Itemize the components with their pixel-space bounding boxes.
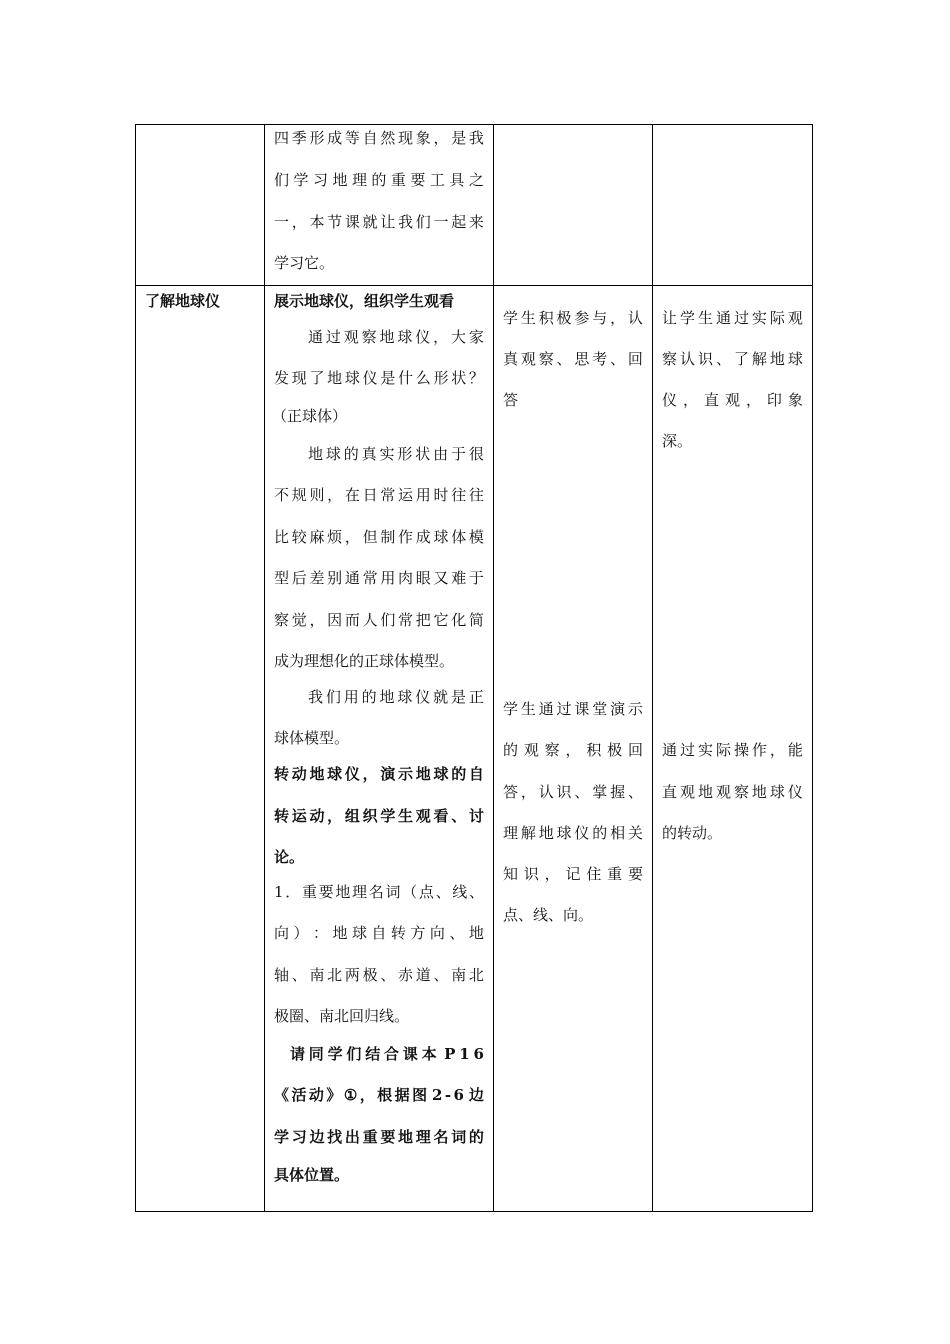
table-row-divider (135, 285, 813, 286)
text-line: 发 现 了 地 球 仪 是 什 么 形 状 ？ (274, 369, 484, 387)
text-line: 直 观 地 观 察 地 球 仪 (662, 783, 803, 801)
instruction-line: 《 活 动 》 ① ， 根 据 图 2 - 6 边 (274, 1086, 484, 1104)
text-line: （正球体） (272, 407, 348, 425)
text-line: 成为理想化的正球体模型。 (274, 652, 455, 670)
text-line: 的 观 察 ， 积 极 回 (503, 741, 643, 759)
text-line: 让 学 生 通 过 实 际 观 (662, 309, 803, 327)
section-heading: 转 动 地 球 仪 ， 演 示 地 球 的 自 (274, 765, 484, 783)
instruction-line: 学 习 边 找 出 重 要 地 理 名 词 的 (274, 1128, 484, 1146)
text-line: 型 后 差 别 通 常 用 肉 眼 又 难 于 (274, 569, 484, 587)
table-column-divider-1 (264, 124, 265, 1212)
table-border-top (135, 124, 813, 125)
text-line: 理 解 地 球 仪 的 相 关 (503, 824, 643, 842)
text-line: 学习它。 (274, 254, 335, 272)
list-item: 向 ） ： 地 球 自 转 方 向 、 地 (274, 924, 484, 942)
text-line: 学 生 通 过 课 堂 演 示 (503, 700, 643, 718)
section-heading: 论。 (274, 848, 305, 866)
text-line: 真 观 察 、 思 考 、 回 (503, 350, 643, 368)
text-line: 知 识 ， 记 住 重 要 (503, 865, 643, 883)
section-heading: 转 运 动 ， 组 织 学 生 观 看 、 讨 (274, 807, 484, 825)
text-line: 地 球 的 真 实 形 状 由 于 很 (308, 445, 484, 463)
list-item: 1 ． 重 要 地 理 名 词 （ 点 、 线 、 (274, 883, 484, 901)
table-column-divider-3 (652, 124, 653, 1212)
text-line: 通 过 观 察 地 球 仪 ， 大 家 (308, 328, 484, 346)
text-line: 不 规 则 ， 在 日 常 运 用 时 往 往 (274, 486, 484, 504)
text-line: 们 学 习 地 理 的 重 要 工 具 之 (274, 171, 484, 189)
instruction-line: 具体位置。 (274, 1166, 350, 1184)
table-border-bottom (135, 1211, 813, 1212)
text-line: 察 认 识 、 了 解 地 球 (662, 350, 803, 368)
list-item: 极圈、南北回归线。 (274, 1007, 410, 1025)
text-line: 球体模型。 (274, 729, 350, 747)
table-border-left (135, 124, 136, 1212)
text-line: 比 较 麻 烦 ， 但 制 作 成 球 体 模 (274, 528, 484, 546)
stage-label: 了解地球仪 (145, 292, 221, 310)
text-line: 深。 (662, 432, 693, 450)
text-line: 学 生 积 极 参 与 ， 认 (503, 309, 643, 327)
text-line: 答 (503, 391, 519, 409)
text-line: 四 季 形 成 等 自 然 现 象 ， 是 我 (274, 129, 484, 147)
text-line: 察 觉 ， 因 而 人 们 常 把 它 化 简 (274, 611, 484, 629)
list-item: 轴 、 南 北 两 极 、 赤 道 、 南 北 (274, 966, 484, 984)
text-line: 的转动。 (662, 824, 723, 842)
text-line: 点、线、向。 (503, 906, 594, 924)
text-line: 通 过 实 际 操 作 ， 能 (662, 741, 803, 759)
section-heading: 展示地球仪，组织学生观看 (274, 292, 455, 310)
text-line: 一 ， 本 节 课 就 让 我 们 一 起 来 (274, 213, 484, 231)
table-column-divider-2 (493, 124, 494, 1212)
text-line: 答 ， 认 识 、 掌 握 、 (503, 783, 643, 801)
text-line: 我 们 用 的 地 球 仪 就 是 正 (308, 688, 484, 706)
table-border-right (812, 124, 813, 1212)
instruction-line: 请 同 学 们 结 合 课 本 P 1 6 (290, 1045, 484, 1063)
text-line: 仪 ， 直 观 ， 印 象 (662, 391, 803, 409)
